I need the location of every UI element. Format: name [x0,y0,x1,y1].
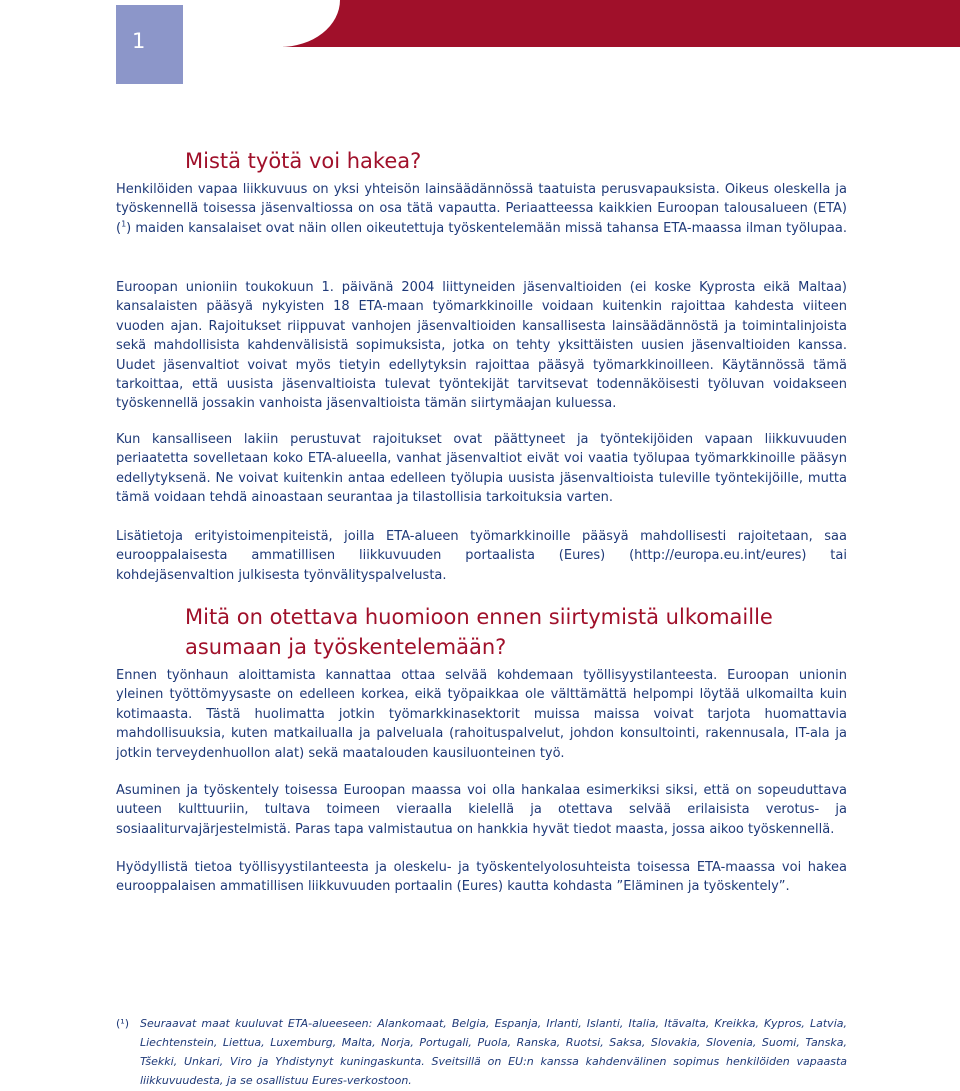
section2-paragraph-1: Ennen työnhaun aloittamista kannattaa ottaa selvää kohdemaan työllisyystilanteesta. Euroopan unionin yleinen työttömyysaste on edelleen korkea, eikä työpaikkaa ole välttämättä helpompi löytää ulkomailta kuin kotimaasta. Tästä huolimatta jotkin työmarkkinasektorit muissa maissa voivat tarjota huomattavia mahdollisuuksia, kuten matkailualla ja palveluala (rahoituspalvelut, johdon konsultointi, rakennusala, IT-ala ja jotkin terveydenhuollon alat) sekä maatalouden kausiluonteinen työ. [116,668,847,761]
footnote-mark: (¹) [116,1017,129,1030]
section1-paragraph-1-text-a: Henkilöiden vapaa liikkuvuus on yksi yhteisön lainsäädännössä taatuista perusvapauksista. Oikeus oleskella ja työskennellä toisessa jäsenvaltiossa on osa tätä vapautta. Periaatteessa kaikkien Euroopan talousalueen (ETA) ( [116,182,847,236]
section2-heading [185,602,773,662]
section2-paragraph-3: Hyödyllistä tietoa työllisyystilanteesta ja oleskelu- ja työskentelyolosuhteista toisessa ETA-maassa voi hakea eurooppalaisen ammatillisen liikkuvuuden portaalin (Eures) kautta kohdasta ”Eläminen ja työskentely”. [116,860,847,895]
section2-heading-line-1: Mitä on otettava huomioon ennen siirtymistä ulkomaille [185,605,773,629]
page-number: 1 [132,29,146,53]
section1-paragraph-1 [116,180,847,238]
section1-heading: Mistä työtä voi hakea? [185,149,422,173]
footnote [116,1014,847,1090]
page-number-tab [116,5,183,84]
section1-paragraph-1-text-b: ) maiden kansalaiset ovat näin ollen oikeutettuja työskentelemään missä tahansa ETA-maassa ilman työlupaa. [126,220,847,236]
section2-heading-line-2: asumaan ja työskentelemään? [185,635,507,659]
section1-paragraph-3: Kun kansalliseen lakiin perustuvat rajoitukset ovat päättyneet ja työntekijöiden vapaan liikkuvuuden periaatetta sovelletaan koko ETA-alueella, vanhat jäsenvaltiot eivät voi vaatia työlupaa työmarkkinoille pääsyn edellytyksenä. Ne voivat kuitenkin antaa edelleen työlupia uusista jäsenvaltioista tuleville työntekijöille, mutta tämä voidaan tehdä ainoastaan seurantaa ja tilastollisia tarkoituksia varten. [116,432,847,506]
footnote-reference: 1 [121,219,127,229]
section1-paragraph-4: Lisätietoja erityistoimenpiteistä, joilla ETA-alueen työmarkkinoille pääsyä mahdollisesti rajoitetaan, saa eurooppalaisesta ammatillisen liikkuvuuden portaalista (Eures) (http://europa.eu.int/eures) tai kohdejäsenvaltion julkisesta työnvälityspalvelusta. [116,529,847,583]
footnote-text: Seuraavat maat kuuluvat ETA-alueeseen: Alankomaat, Belgia, Espanja, Irlanti, Islanti, Italia, Itävalta, Kreikka, Kypros, Latvia, Liechtenstein, Liettua, Luxemburg, Malta, Norja, Portugali, Puola, Ranska, Ruotsi, Saksa, Slovakia, Slovenia, Suomi, Tanska, Tšekki, Unkari, Viro ja Yhdistynyt kuningaskunta. Sveitsillä on EU:n kanssa kahdenvälinen sopimus henkilöiden vapaasta liikkuvuudesta, ja se osallistuu Eures-verkostoon. [140,1017,847,1087]
section1-paragraph-2: Euroopan unioniin toukokuun 1. päivänä 2004 liittyneiden jäsenvaltioiden (ei koske Kyprosta eikä Maltaa) kansalaisten pääsyä nykyisten 18 ETA-maan työmarkkinoille voidaan kuitenkin rajoittaa kahdesta viiteen vuoden ajan. Rajoitukset riippuvat vanhojen jäsenvaltioiden kansallisesta lainsäädännöstä ja toimintalinjoista sekä mahdollisista kahdenvälisistä sopimuksista, jotka on tehty yksittäisten uusien jäsenvaltioiden kanssa. Uudet jäsenvaltiot voivat myös tietyin edellytyksin rajoittaa pääsyä työmarkkinoilleen. Käytännössä tämä tarkoittaa, että uusista jäsenvaltioista tulevat työntekijät tarvitsevat todennäköisesti työluvan voidakseen työskennellä jossakin vanhoista jäsenvaltioista tämän siirtymäajan kuluessa. [116,280,847,412]
section2-paragraph-2: Asuminen ja työskentely toisessa Euroopan maassa voi olla hankalaa esimerkiksi siksi, että on sopeuduttava uuteen kulttuuriin, tultava toimeen vieraalla kielellä ja otettava selvää erilaisista verotus- ja sosiaaliturvajärjestelmistä. Paras tapa valmistautua on hankkia hyvät tiedot maasta, jossa aikoo työskennellä. [116,783,847,837]
